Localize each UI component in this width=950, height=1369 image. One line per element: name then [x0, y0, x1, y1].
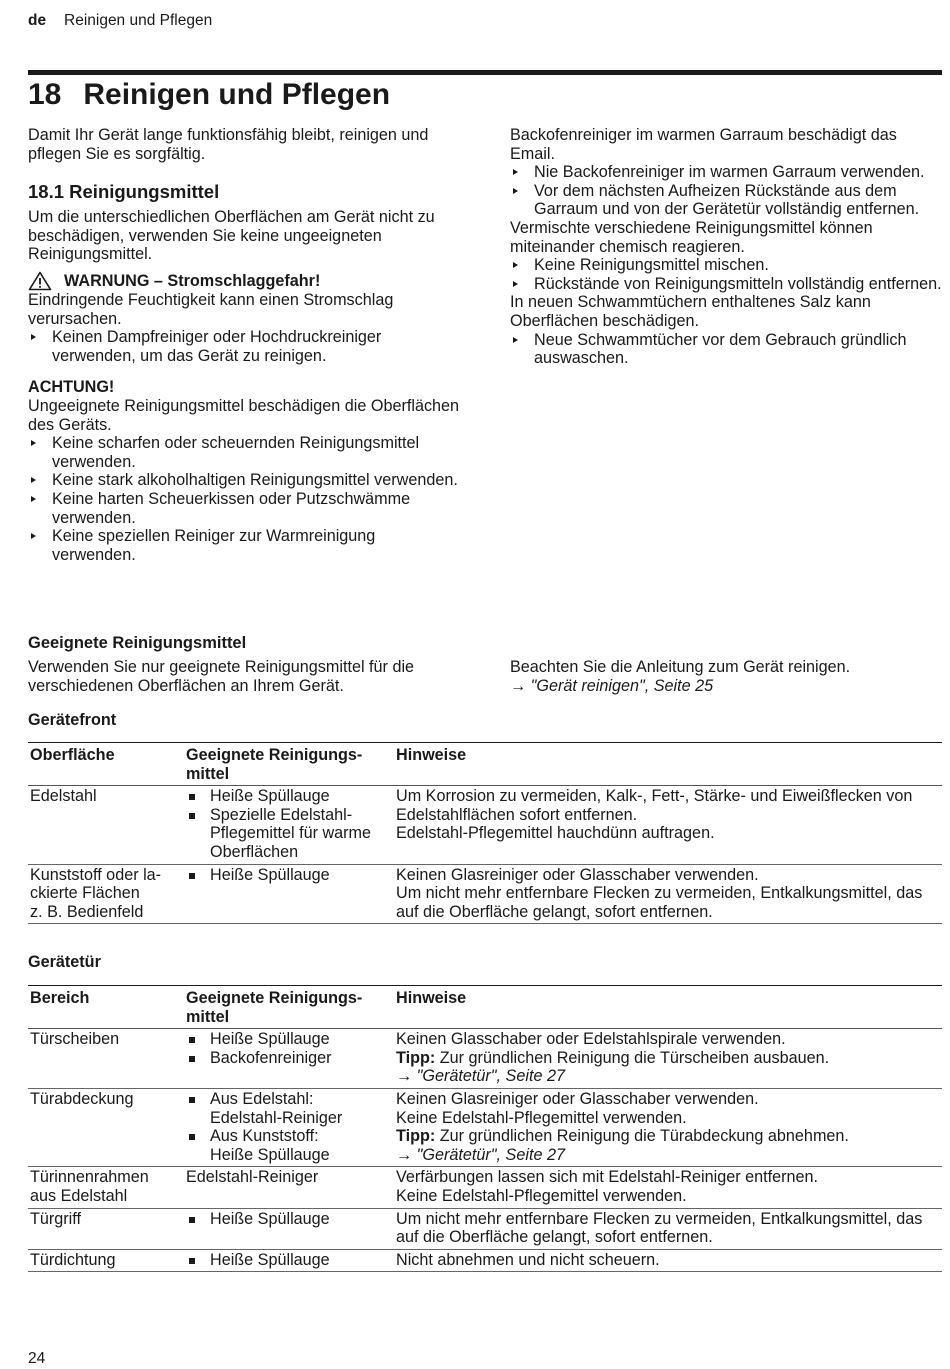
suitable-text-left: Verwenden Sie nur geeignete Reinigungsmittel für die verschiedenen Oberflächen an Ihrem Gerät. — [28, 658, 415, 695]
caution-title: ACHTUNG! — [28, 378, 115, 397]
section-text: Um die unterschiedlichen Oberflächen am Gerät nicht zu beschädigen, verwenden Sie keine ungeeigneten Reinigungsmittel. — [28, 208, 435, 264]
right-column — [510, 126, 942, 368]
table-cell: Kunststoff oder la- ckierte Flächen z. B. Bedienfeld — [30, 865, 162, 921]
table-header-row — [28, 743, 942, 786]
list-item: Heiße Spüllauge — [186, 1251, 392, 1270]
column-header: Bereich — [30, 989, 90, 1007]
mixing-list — [510, 256, 942, 293]
section-heading — [28, 181, 460, 203]
section-number: 18.1 — [28, 181, 65, 203]
list-item: Keine speziellen Reiniger zur Warmreinigung verwenden. — [28, 527, 460, 564]
table-cell: Türabdeckung — [30, 1089, 134, 1108]
table-cell: Um nicht mehr entfernbare Flecken zu vermeiden, Entkalkungsmittel, das auf die Oberfläche gelangt, sofort entfernen. — [396, 1209, 923, 1247]
table-cell: Edelstahl-Reiniger — [186, 1168, 319, 1187]
list-item: Keine Reinigungsmittel mischen. — [510, 256, 942, 275]
chapter-number: 18 — [28, 78, 62, 111]
oven-cleaner-list — [510, 163, 942, 219]
header-language: de — [28, 12, 47, 29]
table-row — [28, 1029, 942, 1089]
table-cell — [394, 1029, 942, 1089]
agent-list — [186, 1030, 392, 1067]
table-row — [28, 1167, 942, 1208]
table-header-row — [28, 986, 942, 1029]
cross-reference-link[interactable]: → "Gerätetür", Seite 27 — [396, 1067, 565, 1086]
list-item: Backofenreiniger — [186, 1049, 392, 1068]
cross-reference-link[interactable]: → "Gerätetür", Seite 27 — [396, 1145, 565, 1164]
table-front — [28, 742, 942, 924]
table-cell — [184, 786, 394, 864]
list-item: Nie Backofenreiniger im warmen Garraum verwenden. — [510, 163, 942, 182]
mixing-text: Vermischte verschiedene Reinigungsmittel können miteinander chemisch reagieren. — [510, 218, 873, 256]
list-item: Keinen Dampfreiniger oder Hochdruckreiniger verwenden, um das Gerät zu reinigen. — [28, 328, 460, 365]
list-item: Rückstände von Reinigungsmitteln vollständig entfernen. — [510, 275, 942, 294]
list-item: Keine stark alkoholhaltigen Reinigungsmittel verwenden. — [28, 471, 460, 490]
column-header: Oberfläche — [30, 746, 115, 764]
table-cell — [394, 1167, 942, 1208]
intro-text: Damit Ihr Gerät lange funktionsfähig bleibt, reinigen und pflegen Sie es sorgfältig. — [28, 126, 429, 163]
agent-list — [186, 1210, 392, 1229]
table-cell: Türscheiben — [30, 1030, 120, 1049]
agent-list — [186, 1251, 392, 1270]
column-header: Hinweise — [396, 989, 467, 1007]
table-cell — [394, 864, 942, 924]
cross-reference-link[interactable]: → "Gerät reinigen", Seite 25 — [510, 676, 714, 695]
list-item: Keine harten Scheuerkissen oder Putzschwämme verwenden. — [28, 490, 460, 527]
table-cell — [184, 1208, 394, 1249]
suitable-note: Beachten Sie die Anleitung zum Gerät reinigen. — [510, 658, 851, 676]
table-cell — [184, 1029, 394, 1089]
oven-cleaner-text: Backofenreiniger im warmen Garraum beschädigt das Email. — [510, 126, 897, 163]
note-text: Keine Edelstahl-Pflegemittel verwenden. — [396, 1108, 687, 1127]
suitable-text-right — [510, 658, 942, 695]
list-item: Keine scharfen oder scheuernden Reinigungsmittel verwenden. — [28, 434, 460, 471]
table-front-caption: Gerätefront — [28, 711, 117, 729]
column-header: Geeignete Reinigungs- mittel — [186, 989, 363, 1026]
table-cell: Türdichtung — [30, 1250, 116, 1269]
list-item: Spezielle Edelstahl- Pflegemittel für warme Oberflächen — [186, 806, 392, 862]
table-cell — [394, 786, 942, 864]
agent-list — [186, 787, 392, 861]
table-cell: Edelstahl — [30, 787, 97, 806]
note-text: Um Korrosion zu vermeiden, Kalk-, Fett-, Stärke- und Eiweißflecken von Edelstahlflächen sofort entfernen. — [396, 787, 913, 824]
chapter-title-text: Reinigen und Pflegen — [83, 78, 391, 111]
note-text: Edelstahl-Pflegemittel hauchdünn auftragen. — [396, 824, 715, 843]
warning-title: WARNUNG – Stromschlaggefahr! — [64, 271, 321, 290]
chapter-title — [28, 78, 390, 112]
table-row — [28, 864, 942, 924]
table-cell: Nicht abnehmen und nicht scheuern. — [396, 1250, 660, 1269]
table-row — [28, 1249, 942, 1272]
list-item: Heiße Spüllauge — [186, 1030, 392, 1049]
table-row — [28, 1208, 942, 1249]
caution-list — [28, 434, 460, 564]
list-item: Heiße Spüllauge — [186, 866, 392, 885]
list-item: Vor dem nächsten Aufheizen Rückstände aus dem Garraum und von der Gerätetür vollständig entfernen. — [510, 182, 942, 219]
table-door — [28, 985, 942, 1272]
table-cell: Türinnenrahmen aus Edelstahl — [30, 1168, 149, 1205]
left-column — [28, 126, 460, 564]
tip-label: Tipp: — [396, 1127, 436, 1146]
tip-text: Zur gründlichen Reinigung die Türscheiben ausbauen. — [439, 1048, 830, 1067]
note-text: Keine Edelstahl-Pflegemittel verwenden. — [396, 1186, 687, 1205]
table-cell — [394, 1088, 942, 1166]
list-item: Aus Kunststoff: Heiße Spüllauge — [186, 1127, 392, 1164]
header-title: Reinigen und Pflegen — [64, 12, 213, 29]
note-text: Um nicht mehr entfernbare Flecken zu vermeiden, Entkalkungsmittel, das auf die Oberfläche gelangt, sofort entfernen. — [396, 884, 923, 921]
table-cell — [184, 1088, 394, 1166]
warning-text: Eindringende Feuchtigkeit kann einen Stromschlag verursachen. — [28, 290, 394, 328]
section-title: Reinigungsmittel — [69, 181, 220, 203]
table-cell — [184, 864, 394, 924]
note-text: Keinen Glasreiniger oder Glasschaber verwenden. — [396, 865, 759, 884]
sponge-list — [510, 331, 942, 368]
warning-heading — [28, 271, 460, 291]
table-cell: Türgriff — [30, 1209, 81, 1228]
tip-label: Tipp: — [396, 1048, 436, 1067]
list-item: Neue Schwammtücher vor dem Gebrauch gründlich auswaschen. — [510, 331, 942, 368]
page-number: 24 — [28, 1350, 46, 1367]
agent-list — [186, 1090, 392, 1164]
note-text: Keinen Glasschaber oder Edelstahlspirale verwenden. — [396, 1030, 786, 1049]
caution-text: Ungeeignete Reinigungsmittel beschädigen die Oberflächen des Geräts. — [28, 396, 460, 434]
header-rule — [28, 70, 942, 75]
table-cell — [184, 1249, 394, 1272]
table-row — [28, 1088, 942, 1166]
tip — [396, 1049, 940, 1068]
table-door-caption: Gerätetür — [28, 953, 101, 971]
suitable-heading: Geeignete Reinigungsmittel — [28, 634, 247, 652]
tip-text: Zur gründlichen Reinigung die Türabdeckung abnehmen. — [439, 1127, 849, 1146]
table-row — [28, 786, 942, 864]
note-text: Verfärbungen lassen sich mit Edelstahl-Reiniger entfernen. — [396, 1168, 819, 1187]
column-header: Geeignete Reinigungs- mittel — [186, 746, 363, 783]
list-item: Heiße Spüllauge — [186, 1210, 392, 1229]
list-item: Heiße Spüllauge — [186, 787, 392, 806]
sponge-text: In neuen Schwammtüchern enthaltenes Salz kann Oberflächen beschädigen. — [510, 293, 871, 330]
tip — [396, 1127, 940, 1146]
note-text: Keinen Glasreiniger oder Glasschaber verwenden. — [396, 1089, 759, 1108]
warning-triangle-icon — [28, 271, 52, 291]
list-item: Aus Edelstahl: Edelstahl-Reiniger — [186, 1090, 392, 1127]
column-header: Hinweise — [396, 746, 467, 764]
warning-list — [28, 328, 460, 365]
agent-list — [186, 866, 392, 885]
